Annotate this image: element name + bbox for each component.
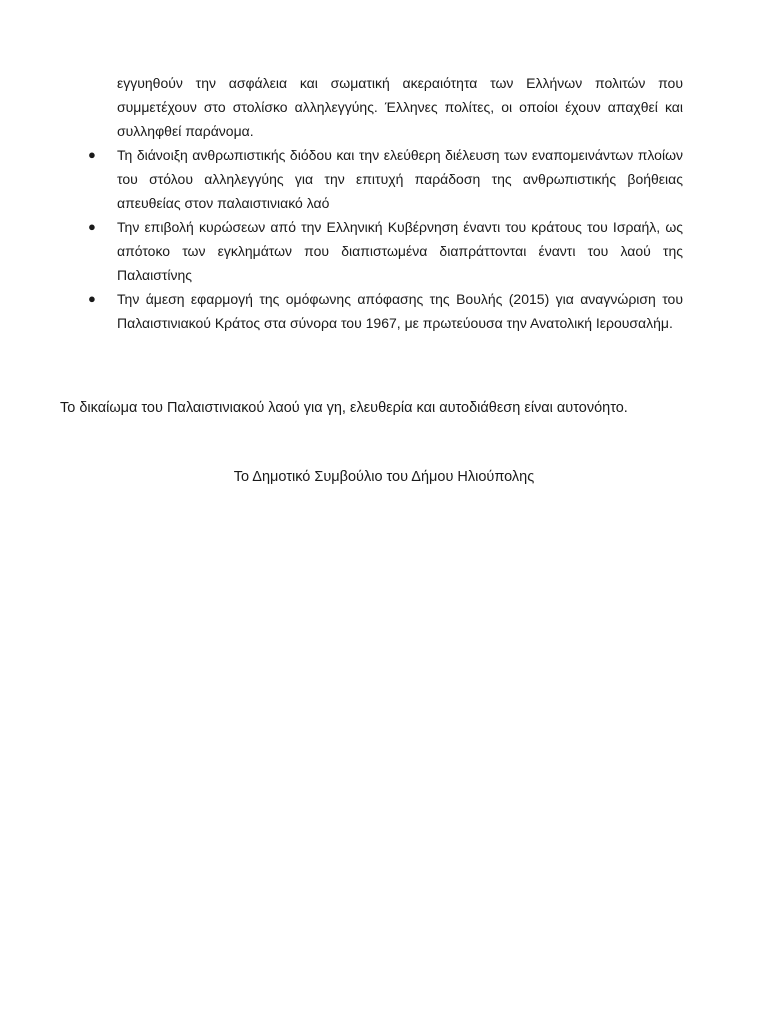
continuation-paragraph: εγγυηθούν την ασφάλεια και σωματική ακεραιότητα των Ελλήνων πολιτών που συμμετέχουν στο στολίσκο αλληλεγγύης. Έλληνες πολίτες, οι οποίοι έχουν απαχθεί και συλληφθεί παράνομα. <box>117 75 683 139</box>
list-item-text: Τη διάνοιξη ανθρωπιστικής διόδου και την ελεύθερη διέλευση των εναπομεινάντων πλοίων του στόλου αλληλεγγύης για την επιτυχή παράδοση της ανθρωπιστικής βοήθειας απευθείας στον παλαιστινιακό λαό <box>117 147 683 211</box>
list-item-text: Την επιβολή κυρώσεων από την Ελληνική Κυβέρνηση έναντι του κράτους του Ισραήλ, ως απότοκο των εγκλημάτων που διαπιστωμένα διαπράττονται έναντι του λαού της Παλαιστίνης <box>117 219 683 283</box>
bullet-icon: ● <box>88 291 96 306</box>
list-item <box>88 143 683 215</box>
bullet-icon: ● <box>88 219 96 234</box>
bullet-icon: ● <box>88 147 96 162</box>
list-item-text: Την άμεση εφαρμογή της ομόφωνης απόφασης της Βουλής (2015) για αναγνώριση του Παλαιστινιακού Κράτος στα σύνορα του 1967, με πρωτεύουσα την Ανατολική Ιερουσαλήμ. <box>117 291 683 331</box>
list-item <box>88 215 683 287</box>
list-item <box>88 287 683 335</box>
demands-list <box>88 143 683 335</box>
signature: Το Δημοτικό Συμβούλιο του Δήμου Ηλιούπολης <box>233 469 535 485</box>
closing-statement: Το δικαίωμα του Παλαιστινιακού λαού για γη, ελευθερία και αυτοδιάθεση είναι αυτονόητο. <box>60 400 628 416</box>
